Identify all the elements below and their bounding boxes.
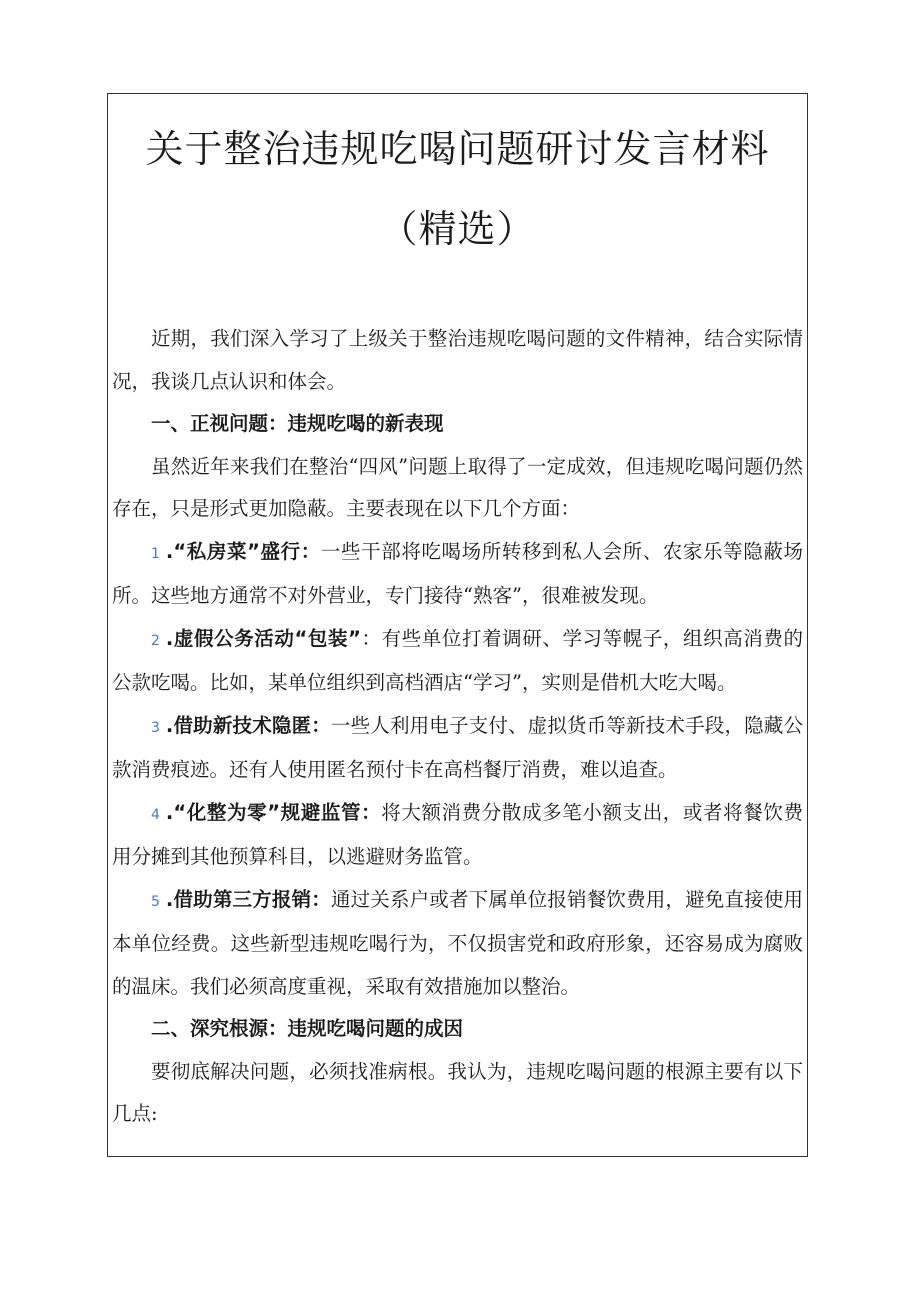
list-item (112, 879, 803, 1009)
list-item-number: 4 (151, 806, 160, 823)
list-item-label: .“化整为零”规避监管： (165, 800, 382, 824)
list-item (112, 705, 803, 792)
list-item-text: 通过关系户或者下属单位报销餐饮费用，避免直接使用本单位经费。这些新型违规吃喝行为，不仅损害党和政府形象，还容易成为腐败的温床。我们必须高度重视，采取有效措施加以整治。 (112, 887, 803, 998)
list-item-text: ：有些单位打着调研、学习等幌子，组织高消费的公款吃喝。比如，某单位组织到高档酒店“学习”，实则是借机大吃大喝。 (112, 626, 803, 694)
list-item-label: .“私房菜”盛行： (165, 539, 321, 563)
section-1-lead: 虽然近年来我们在整治“四风”问题上取得了一定成效，但违规吃喝问题仍然存在，只是形式更加隐蔽。主要表现在以下几个方面： (112, 454, 803, 520)
list-item-text: 将大额消费分散成多笔小额支出，或者将餐饮费用分摊到其他预算科目，以逃避财务监管。 (112, 800, 803, 868)
document-title: 关于整治违规吃喝问题研讨发言材料 (145, 127, 770, 171)
list-item-number: 1 (151, 545, 160, 562)
list-item-text: 一些人利用电子支付、虚拟货币等新技术手段，隐藏公款消费痕迹。还有人使用匿名预付卡在高档餐厅消费，难以追查。 (112, 713, 803, 781)
list-item-number: 5 (151, 893, 160, 910)
list-item-label: .借助新技术隐匿： (165, 713, 331, 737)
document-body (112, 318, 803, 1136)
list-item (112, 792, 803, 879)
document-frame (107, 93, 808, 1157)
list-item (112, 531, 803, 618)
section-1-heading: 一、正视问题：违规吃喝的新表现 (151, 412, 444, 435)
list-item-number: 3 (151, 719, 160, 736)
section-2-lead: 要彻底解决问题，必须找准病根。我认为，违规吃喝问题的根源主要有以下几点: (112, 1059, 803, 1125)
list-item-label: .借助第三方报销： (165, 887, 331, 911)
intro-paragraph: 近期，我们深入学习了上级关于整治违规吃喝问题的文件精神，结合实际情况，我谈几点认识和体会。 (112, 327, 803, 393)
list-item-number: 2 (151, 632, 160, 649)
document-subtitle: （精选） (379, 207, 536, 251)
list-item (112, 618, 803, 705)
section-2-heading: 二、深究根源：违规吃喝问题的成因 (151, 1017, 464, 1040)
list-item-label: .虚假公务活动“包装” (165, 626, 361, 650)
list-item-text: 一些干部将吃喝场所转移到私人会所、农家乐等隐蔽场所。这些地方通常不对外营业，专门接待“熟客”，很难被发现。 (112, 539, 803, 607)
